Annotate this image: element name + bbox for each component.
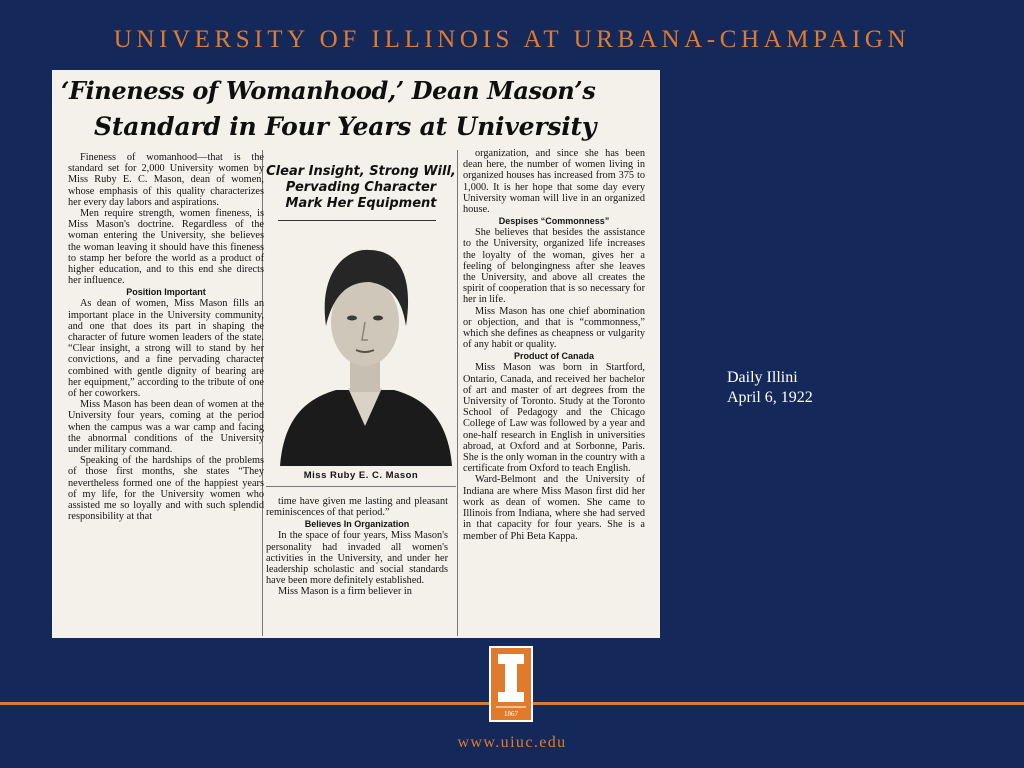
portrait-eye-right — [373, 316, 383, 321]
deck-line: Mark Her Equipment — [285, 196, 437, 211]
article-paragraph: Miss Mason has been dean of women at the University four years, coming at the period when the campus was a war camp and facing the abnormal conditions of the University under military command. — [68, 399, 264, 456]
article-paragraph: Men require strength, women fineness, is Miss Mason's doctrine. Regardless of the woman entering the University, she believes the woman leaving it should have this fineness to stamp her before the world as a product of higher education, and to this end she directs her influence. — [68, 208, 264, 287]
article-deck — [266, 164, 456, 212]
source-citation — [727, 368, 813, 408]
column-rule — [457, 150, 458, 636]
article-paragraph: Ward-Belmont and the University of Indiana are where Miss Mason first did her work as dean of women. She came to Illinois from Indiana, where she had served in that capacity for four years. She is a member of Phi Beta Kappa. — [463, 474, 645, 542]
headline-line-1: ‘Fineness of Womanhood,’ Dean Mason’s — [61, 76, 596, 105]
article-paragraph: Fineness of womanhood—that is the standard set for 2,000 University women by Miss Ruby E. C. Mason, dean of women, whose emphasis of this quality characterizes her every day labors and aspirations. — [68, 152, 264, 208]
block-i-shape — [498, 654, 524, 702]
portrait-photo — [274, 230, 456, 466]
article-paragraph: As dean of women, Miss Mason fills an important place in the University community, and one that does its part in shaping the character of future women leaders of the state. “Clear insight, a strong will to stand by her convictions, and a fine pervading character combined with gentle dignity of bearing are her equipment,” according to the tribute of one of her coworkers. — [68, 298, 264, 400]
article-paragraph: organization, and since she has been dean here, the number of women living in organized houses has increased from 375 to 1,000. It is her hope that some day every University woman will live in an organized house. — [463, 148, 645, 216]
deck-line: Clear Insight, Strong Will, — [266, 164, 456, 179]
deck-rule — [278, 220, 436, 221]
article-paragraph: Miss Mason is a firm believer in — [278, 586, 412, 598]
article-paragraph: In the space of four years, Miss Mason's personality had invaded all women's activities in the University, and under her leadership scholastic and social standards have been more definitely established. — [266, 530, 448, 587]
article-paragraph: Miss Mason was born in Startford, Ontario, Canada, and received her bachelor of art and master of art degrees from the University of Toronto. Study at the Toronto School of Pedagogy and the Chicago College of Law was followed by a year and one-half research in English in universities abroad, at Oxford and at Sorbonne, Paris. She is the only woman in the country with a certificate from Oxford to teach English. — [463, 362, 645, 475]
column-rule — [266, 486, 456, 487]
block-i-icon — [491, 648, 531, 720]
article-subhead: Believes In Organization — [304, 519, 410, 530]
footer-url[interactable]: www.uiuc.edu — [457, 734, 567, 751]
portrait-eye-left — [347, 316, 357, 321]
article-subhead: Product of Canada — [513, 351, 594, 362]
headline-line-2: Standard in Four Years at University — [94, 112, 597, 141]
article-subhead: Position Important — [126, 287, 206, 298]
article-paragraph: She believes that besides the assistance to the University, organized life increases the loyalty of the woman, gives her a feeling of belongingness after she leaves the University, and above all creates the spirit of cooperation that is so necessary for her in life. — [463, 227, 645, 306]
source-publication: Daily Illini — [727, 369, 798, 386]
university-title: UNIVERSITY OF ILLINOIS AT URBANA-CHAMPAIGN — [113, 26, 911, 53]
article-column-right — [463, 148, 645, 542]
portrait-caption: Miss Ruby E. C. Mason — [303, 470, 419, 481]
article-paragraph: Miss Mason has one chief abomination or objection, and that is “commonness,” which she defines as cheapness or vulgarity of any habit or quality. — [463, 305, 645, 351]
logo-year: 1867 — [504, 710, 518, 718]
article-paragraph: time have given me lasting and pleasant reminiscences of that period.” — [266, 496, 448, 519]
deck-line: Pervading Character — [285, 180, 437, 195]
newspaper-clipping — [52, 70, 660, 638]
university-logo — [489, 646, 533, 722]
article-column-middle — [266, 496, 448, 598]
article-paragraph: Speaking of the hardships of the problems of those first months, she states “They nevertheless formed one of the happiest years of my life, for the University women who assisted me so loyally and with such splendid responsibility at that — [68, 455, 264, 523]
source-date: April 6, 1922 — [727, 389, 813, 406]
article-column-left — [68, 152, 264, 523]
article-subhead: Despises “Commonness” — [498, 216, 610, 227]
